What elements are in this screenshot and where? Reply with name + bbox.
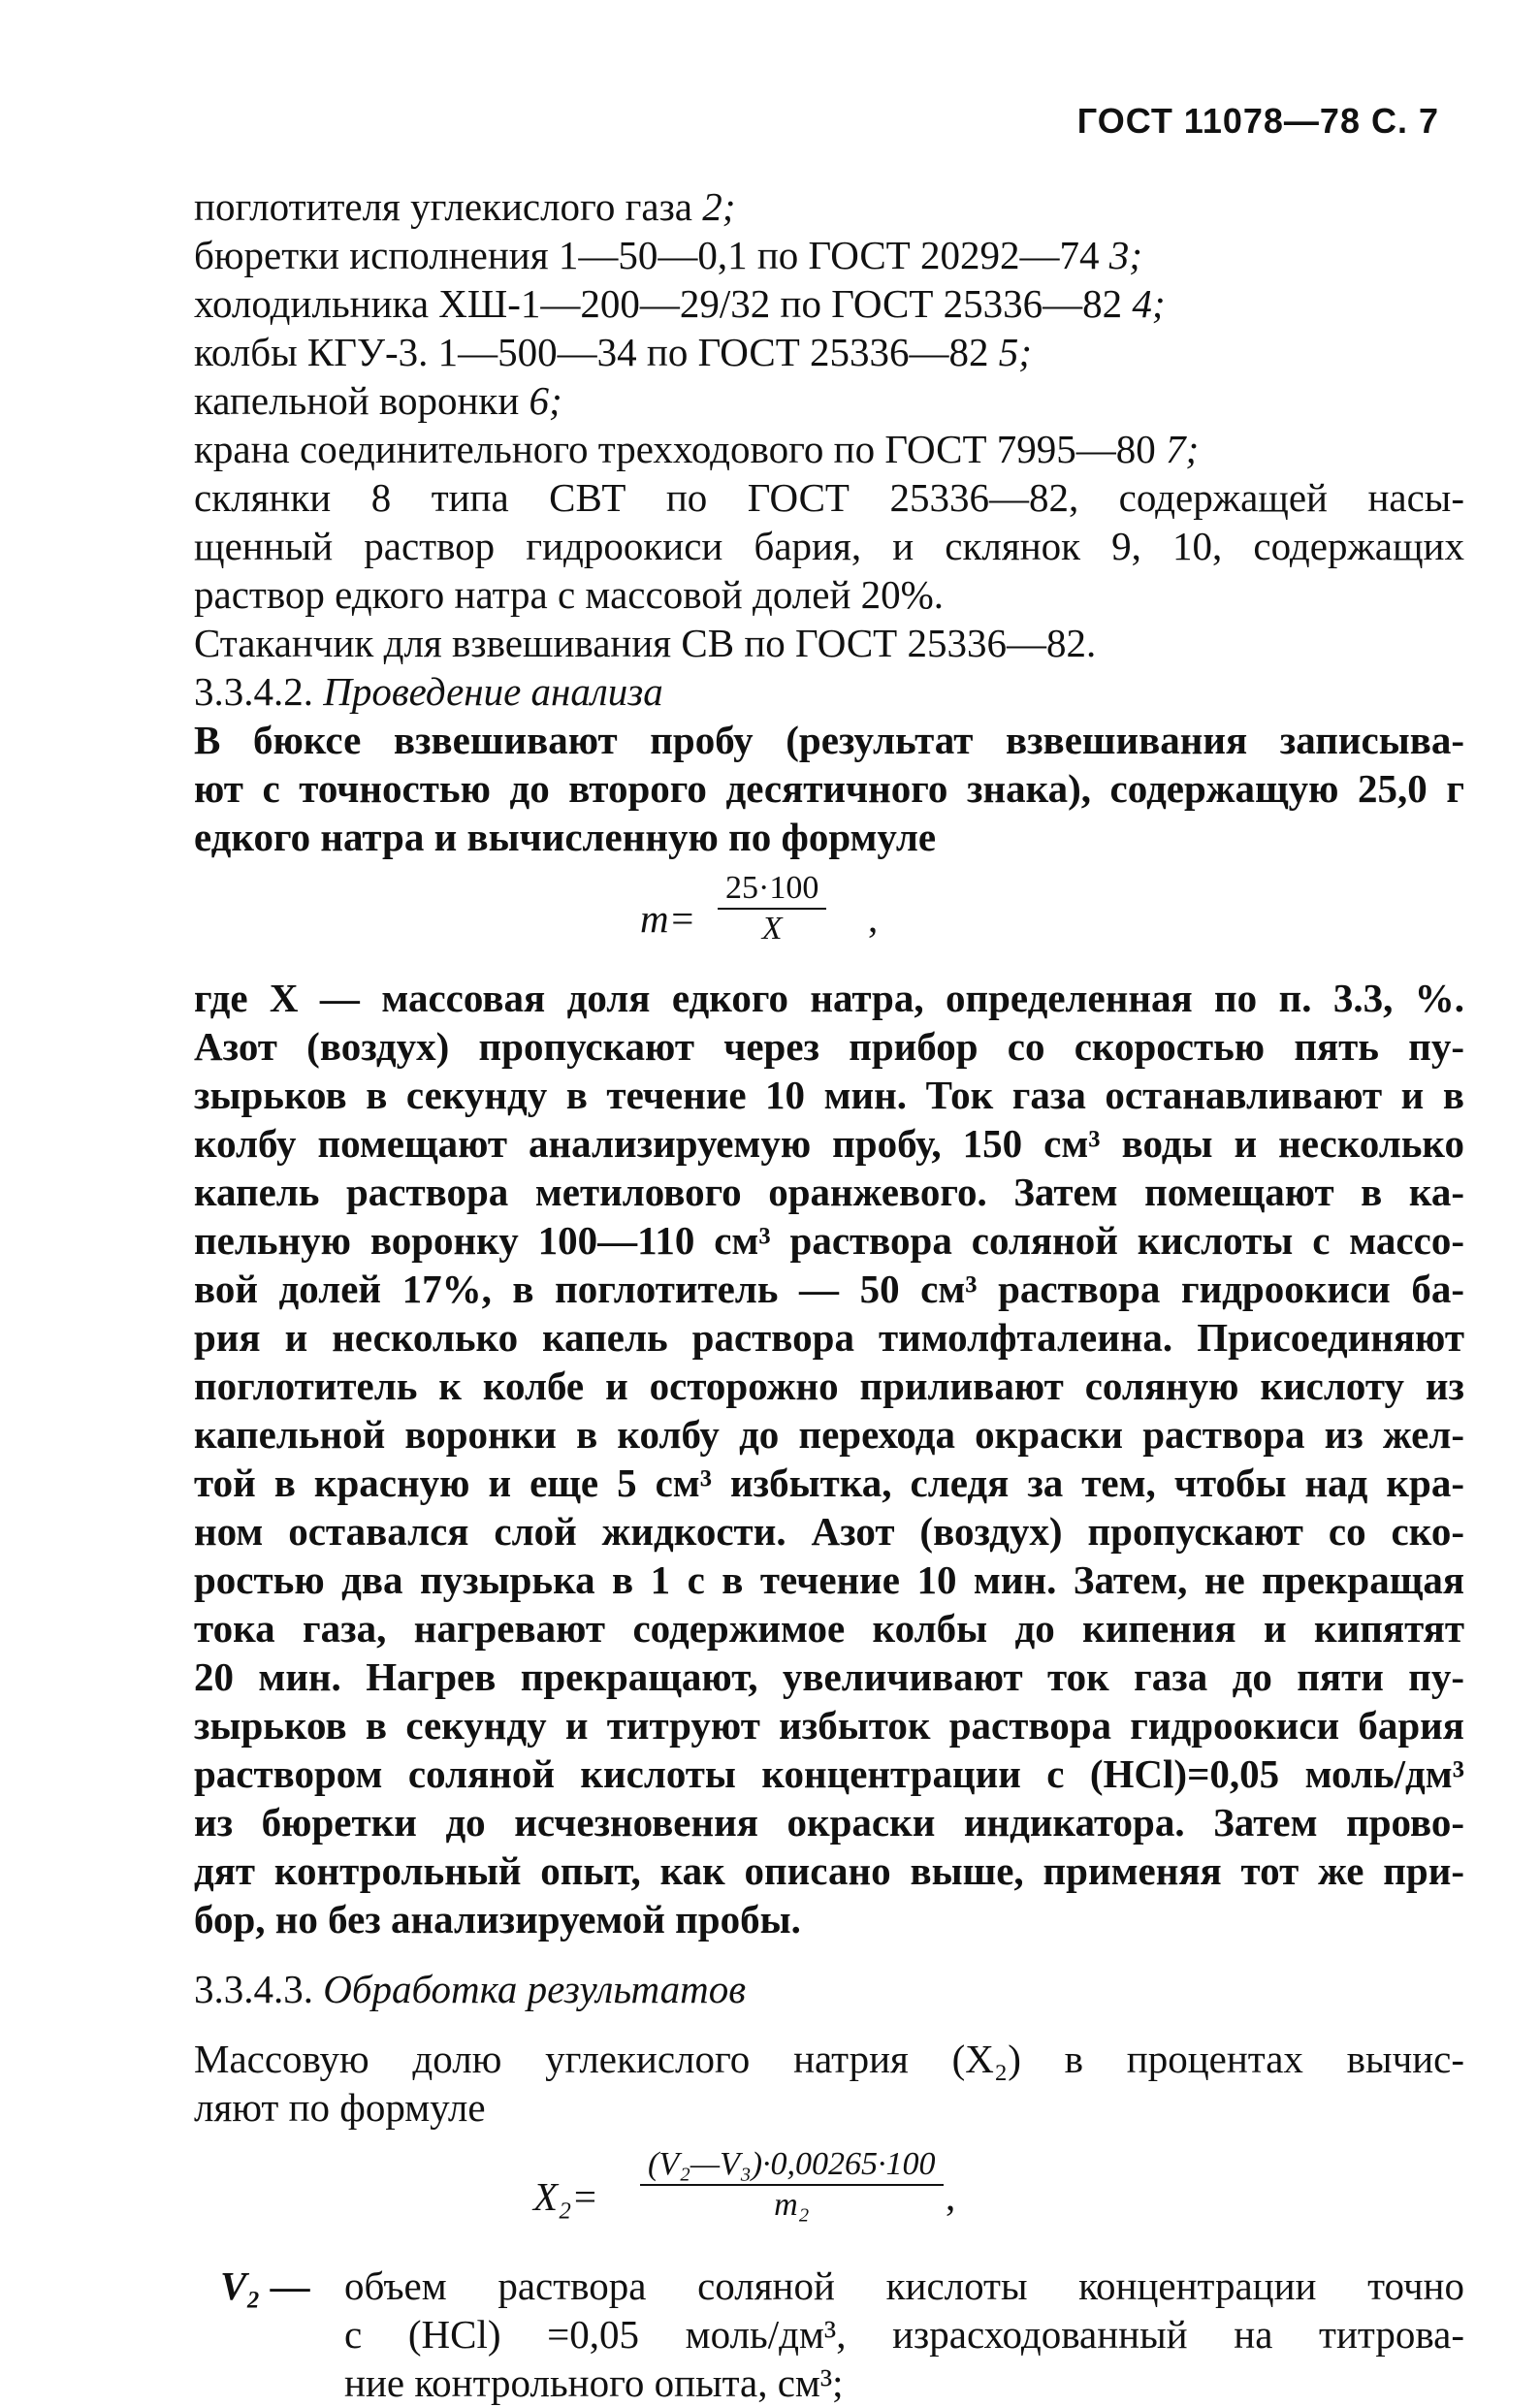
formula-x2 bbox=[533, 2145, 1464, 2252]
formula-tail: , bbox=[946, 2174, 956, 2219]
formula-numerator: (V₂—V₃)·0,00265·100 bbox=[648, 2146, 936, 2182]
text-line: холодильника ХШ-1—200—29/32 по ГОСТ 25336—82 4; bbox=[194, 281, 1166, 326]
text-line: вой долей 17%, в поглотитель — 50 см³ раствора гидроокиси ба- bbox=[194, 1267, 1464, 1311]
text-line: едкого натра и вычисленную по формуле bbox=[194, 815, 937, 859]
formula-fraction bbox=[718, 869, 826, 948]
text-line: пельную воронку 100—110 см³ раствора соляной кислоты с массо- bbox=[194, 1218, 1464, 1263]
formula-mass bbox=[640, 869, 1464, 966]
formula-denominator: X bbox=[761, 911, 783, 947]
text-line: Массовую долю углекислого натрия (X₂) в процентах вычис- bbox=[194, 2037, 1464, 2081]
text-line: ют с точностью до второго десятичного знака), содержащую 25,0 г bbox=[194, 766, 1464, 811]
text-line: крана соединительного трехходового по ГОСТ 7995—80 7; bbox=[194, 427, 1200, 471]
text-line: из бюретки до исчезновения окраски индикатора. Затем прово- bbox=[194, 1800, 1464, 1845]
variable-definition bbox=[194, 2262, 1464, 2407]
text-line: поглотитель к колбе и осторожно приливают соляную кислоту из bbox=[194, 1364, 1464, 1408]
formula-fraction bbox=[640, 2145, 944, 2225]
page-header: ГОСТ 11078—78 С. 7 bbox=[1076, 101, 1439, 141]
text-line: колбу помещают анализируемую пробу, 150 см³ воды и несколько bbox=[194, 1121, 1464, 1166]
text-line: раствором соляной кислоты концентрации с (HCl)=0,05 моль/дм³ bbox=[194, 1751, 1464, 1796]
text-line: с (HCl) =0,05 моль/дм³, израсходованный на титрова- bbox=[344, 2312, 1464, 2357]
text-line: рия и несколько капель раствора тимолфталеина. Присоединяют bbox=[194, 1315, 1464, 1360]
text-line: раствор едкого натра с массовой долей 20%. bbox=[194, 572, 945, 617]
text-line: ном оставался слой жидкости. Азот (воздух) пропускают со ско- bbox=[194, 1509, 1464, 1554]
formula-denominator: m₂ bbox=[774, 2187, 810, 2223]
formula-lhs: X₂= bbox=[533, 2174, 598, 2219]
text-line: тока газа, нагревают содержимое колбы до кипения и кипятят bbox=[194, 1606, 1464, 1651]
text-line: ние контрольного опыта, см³; bbox=[344, 2360, 844, 2405]
text-line: где X — массовая доля едкого натра, определенная по п. 3.3, %. bbox=[194, 976, 1464, 1020]
text-line: зырьков в секунду и титруют избыток раствора гидроокиси бария bbox=[194, 1703, 1464, 1748]
text-line: дят контрольный опыт, как описано выше, применяя тот же при- bbox=[194, 1848, 1464, 1893]
text-line: той в красную и еще 5 см³ избытка, следя за тем, чтобы над кра- bbox=[194, 1460, 1464, 1505]
formula-tail: , bbox=[868, 896, 879, 941]
text-line: щенный раствор гидроокиси бария, и склянок 9, 10, содержащих bbox=[194, 524, 1464, 568]
text-line: Стаканчик для взвешивания СВ по ГОСТ 25336—82. bbox=[194, 621, 1097, 665]
variable-label: V₂ — bbox=[220, 2263, 310, 2308]
formula-lhs: m= bbox=[640, 896, 696, 941]
text-line: Азот (воздух) пропускают через прибор со скоростью пять пу- bbox=[194, 1024, 1464, 1069]
text-line: поглотителя углекислого газа 2; bbox=[194, 184, 736, 229]
text-line: склянки 8 типа СВТ по ГОСТ 25336—82, содержащей насы- bbox=[194, 475, 1464, 520]
text-line: 20 мин. Нагрев прекращают, увеличивают ток газа до пяти пу- bbox=[194, 1654, 1464, 1699]
text-line: капельной воронки 6; bbox=[194, 378, 562, 423]
text-line: ростью два пузырька в 1 с в течение 10 мин. Затем, не прекращая bbox=[194, 1557, 1464, 1602]
document-body bbox=[194, 182, 1464, 2407]
section-heading: 3.3.4.2. Проведение анализа bbox=[194, 669, 663, 714]
text-line: объем раствора соляной кислоты концентрации точно bbox=[344, 2263, 1464, 2308]
text-line: ляют по формуле bbox=[194, 2085, 486, 2130]
text-line: зырьков в секунду в течение 10 мин. Ток газа останавливают и в bbox=[194, 1073, 1464, 1117]
formula-numerator: 25·100 bbox=[725, 870, 819, 906]
text-line: бор, но без анализируемой пробы. bbox=[194, 1897, 801, 1942]
text-line: бюретки исполнения 1—50—0,1 по ГОСТ 20292—74 3; bbox=[194, 233, 1142, 277]
text-line: В бюксе взвешивают пробу (результат взвешивания записыва- bbox=[194, 718, 1464, 762]
section-heading: 3.3.4.3. Обработка результатов bbox=[194, 1967, 747, 2011]
text-line: колбы КГУ-3. 1—500—34 по ГОСТ 25336—82 5; bbox=[194, 330, 1032, 374]
text-line: капельной воронки в колбу до перехода окраски раствора из жел- bbox=[194, 1412, 1464, 1457]
text-line: капель раствора метилового оранжевого. Затем помещают в ка- bbox=[194, 1170, 1464, 1214]
